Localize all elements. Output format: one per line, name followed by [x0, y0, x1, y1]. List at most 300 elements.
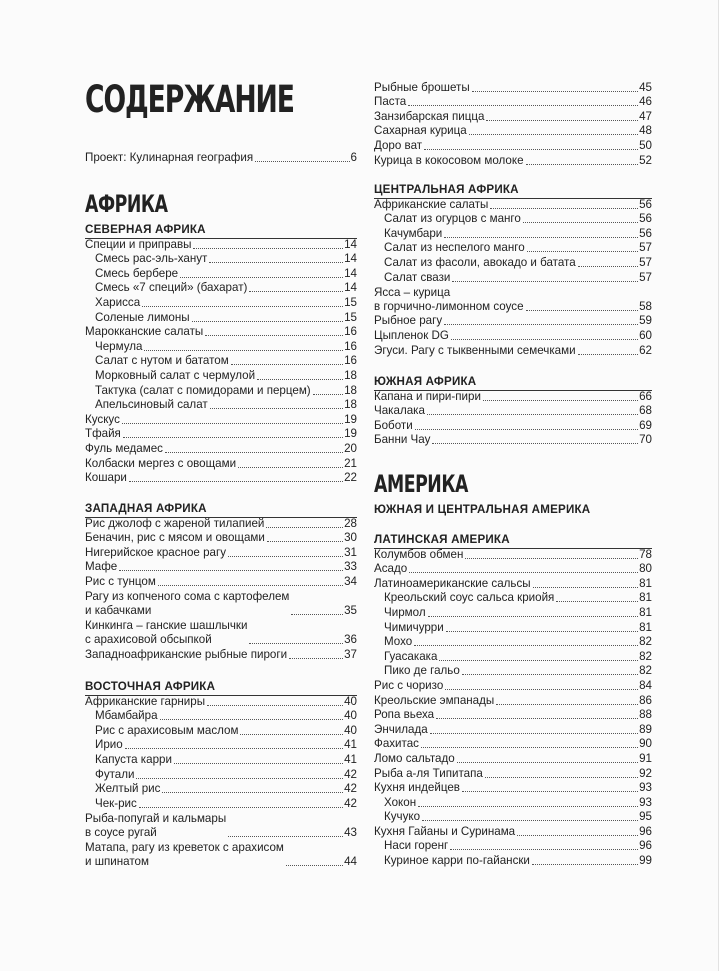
- leader-dots: [517, 834, 638, 836]
- entry-title: Занзибарская пицца: [374, 109, 485, 123]
- leader-dots: [428, 615, 639, 617]
- entry-page: 18: [344, 398, 357, 412]
- toc-entry[interactable]: [374, 576, 652, 591]
- toc-entry[interactable]: [374, 737, 652, 752]
- toc-entry[interactable]: [374, 109, 652, 124]
- entry-page: 43: [344, 825, 357, 839]
- section-title: ЗАПАДНАЯ АФРИКА: [85, 501, 357, 518]
- section-title: ЮЖНАЯ И ЦЕНТРАЛЬНАЯ АМЕРИКА: [374, 503, 591, 516]
- toc-subentry[interactable]: [85, 723, 357, 738]
- toc-entry[interactable]: [374, 547, 652, 562]
- toc-subentry[interactable]: [374, 795, 652, 810]
- entry-title: Марокканские салаты: [85, 325, 204, 339]
- entry-page: 81: [639, 576, 652, 590]
- entry-title: Мафе: [85, 560, 118, 574]
- toc-subentry[interactable]: [374, 620, 652, 635]
- entries-north-africa: [85, 237, 357, 485]
- toc-entry[interactable]: [85, 560, 357, 575]
- leader-dots: [228, 835, 343, 837]
- entry-title: Кинкинга – ганские шашлычки с арахисовой обсыпкой: [85, 619, 248, 647]
- leader-dots: [532, 863, 638, 865]
- entry-page: 57: [639, 255, 652, 269]
- leader-dots: [267, 540, 343, 542]
- leader-dots: [526, 309, 639, 311]
- leader-dots: [313, 393, 343, 395]
- entry-page: 96: [639, 824, 652, 838]
- entry-title: Эгуси. Рагу с тыквенными семечками: [374, 343, 576, 357]
- entry-page: 52: [639, 153, 652, 167]
- toc-entry[interactable]: [374, 285, 652, 314]
- toc-subentry[interactable]: [85, 266, 357, 281]
- entry-page: 99: [639, 854, 652, 868]
- leader-dots: [289, 657, 343, 659]
- leader-dots: [430, 732, 638, 734]
- leader-dots: [427, 413, 638, 415]
- entry-title: Доро ват: [374, 138, 423, 152]
- toc-entry[interactable]: [374, 766, 652, 781]
- leader-dots: [421, 746, 638, 748]
- toc-entry[interactable]: [85, 811, 357, 840]
- entry-page: 16: [344, 325, 357, 339]
- toc-entry[interactable]: [85, 545, 357, 560]
- entry-title: Мбамбайра: [95, 709, 158, 723]
- entry-page: 41: [344, 738, 357, 752]
- leader-dots: [462, 790, 638, 792]
- leader-dots: [240, 733, 343, 735]
- entry-page: 80: [639, 562, 652, 576]
- toc-entry[interactable]: [374, 824, 652, 839]
- toc-subentry[interactable]: [374, 591, 652, 606]
- entry-title: Креольские эмпанады: [374, 693, 495, 707]
- entry-title: Капана и пири-пири: [374, 389, 481, 403]
- leader-dots: [527, 250, 638, 252]
- entry-title: Рыбные брошеты: [374, 80, 470, 94]
- entry-page: 30: [344, 531, 357, 545]
- entry-page: 57: [639, 241, 652, 255]
- leader-dots: [231, 363, 343, 365]
- toc-entry[interactable]: [85, 531, 357, 546]
- entry-page: 93: [639, 781, 652, 795]
- entry-title: Рис с арахисовым маслом: [95, 723, 239, 737]
- leader-dots: [578, 353, 639, 355]
- entry-title: Чирмол: [384, 605, 426, 619]
- toc-subentry[interactable]: [85, 796, 357, 811]
- toc-entry[interactable]: [374, 124, 652, 139]
- entries-east-africa-continued: [374, 80, 652, 168]
- entry-page: 58: [639, 299, 652, 313]
- toc-subentry[interactable]: [374, 241, 652, 256]
- leader-dots: [144, 349, 343, 351]
- entry-title: Морковный салат с чермулой: [95, 368, 256, 382]
- toc-entry[interactable]: [374, 95, 652, 110]
- entry-title: Нигерийское красное рагу: [85, 545, 226, 559]
- entry-page: 82: [639, 635, 652, 649]
- entry-page: 14: [344, 237, 357, 251]
- toc-entry[interactable]: [374, 314, 652, 329]
- entry-page: 56: [639, 197, 652, 211]
- entry-title: Салат из неспелого манго: [384, 241, 525, 255]
- leader-dots: [205, 334, 343, 336]
- entry-page: 59: [639, 314, 652, 328]
- entry-page: 93: [639, 795, 652, 809]
- toc-subentry[interactable]: [374, 649, 652, 664]
- entry-title: Колбаски мергез с овощами: [85, 456, 237, 470]
- entry-title: Смесь рас-эль-ханут: [95, 252, 208, 266]
- entry-title: Рыба а-ля Типитапа: [374, 766, 483, 780]
- toc-subentry[interactable]: [85, 782, 357, 797]
- entries-east-africa: [85, 694, 357, 869]
- entry-page: 37: [344, 647, 357, 661]
- entry-title: Проект: Кулинарная география: [85, 150, 254, 164]
- toc-subentry[interactable]: [85, 767, 357, 782]
- leader-dots: [439, 659, 638, 661]
- entry-page: 40: [344, 723, 357, 737]
- entry-page: 18: [344, 383, 357, 397]
- leader-dots: [210, 407, 343, 409]
- entry-page: 14: [344, 266, 357, 280]
- toc-subentry[interactable]: [85, 354, 357, 369]
- entry-page: 21: [344, 456, 357, 470]
- entry-page: 42: [344, 796, 357, 810]
- leader-dots: [414, 644, 638, 646]
- leader-dots: [408, 104, 638, 106]
- section-south-central-america: [374, 502, 652, 518]
- leader-dots: [119, 569, 343, 571]
- leader-dots: [139, 806, 343, 808]
- section-title: ВОСТОЧНАЯ АФРИКА: [85, 679, 357, 696]
- entry-title: Салат из огурцов с манго: [384, 212, 521, 226]
- leader-dots: [123, 436, 343, 438]
- toc-entry[interactable]: [374, 328, 652, 343]
- entries-latin-america: [374, 547, 652, 868]
- toc-entry[interactable]: [85, 618, 357, 647]
- entry-title: Сахарная курица: [374, 124, 467, 138]
- toc-entry[interactable]: [85, 589, 357, 618]
- entry-page: 18: [344, 368, 357, 382]
- toc-subentry[interactable]: [85, 295, 357, 310]
- toc-entry[interactable]: [374, 678, 652, 693]
- entry-title: Футали: [95, 767, 135, 781]
- entry-page: 34: [344, 574, 357, 588]
- toc-entry[interactable]: [374, 781, 652, 796]
- toc-subentry[interactable]: [374, 853, 652, 868]
- toc-subentry[interactable]: [374, 605, 652, 620]
- toc-subentry[interactable]: [85, 368, 357, 383]
- toc-entry[interactable]: [374, 343, 652, 358]
- leader-dots: [174, 762, 343, 764]
- entries-west-africa: [85, 516, 357, 662]
- entry-title: Рис джолоф с жареной тилапией: [85, 516, 265, 530]
- entry-page: 45: [639, 80, 652, 94]
- leader-dots: [160, 718, 344, 720]
- toc-entry[interactable]: [374, 404, 652, 419]
- leader-dots: [415, 428, 638, 430]
- toc-entry[interactable]: [374, 418, 652, 433]
- entry-title: Кошари: [85, 471, 127, 485]
- entry-page: 35: [344, 604, 357, 618]
- entry-page: 95: [639, 810, 652, 824]
- toc-subentry[interactable]: [85, 398, 357, 413]
- entry-title: Паста: [374, 95, 407, 109]
- entry-title: Рис с тунцом: [85, 574, 156, 588]
- entry-title: Наси горенг: [384, 839, 449, 853]
- toc-entry[interactable]: [85, 427, 357, 442]
- leader-dots: [444, 236, 638, 238]
- leader-dots: [238, 466, 343, 468]
- leader-dots: [578, 265, 638, 267]
- leader-dots: [255, 160, 349, 162]
- toc-subentry[interactable]: [374, 810, 652, 825]
- entry-title: Качумбари: [384, 226, 443, 240]
- leader-dots: [424, 148, 638, 150]
- entry-title: Африканские салаты: [374, 197, 489, 211]
- leader-dots: [465, 557, 638, 559]
- leader-dots: [472, 90, 638, 92]
- toc-entry[interactable]: [374, 80, 652, 95]
- entry-title: Фахитас: [374, 737, 419, 751]
- entry-page: 66: [639, 389, 652, 403]
- toc-subentry[interactable]: [374, 270, 652, 285]
- entry-title: Матапа, рагу из креветок с арахисом и шпинатом: [85, 841, 284, 869]
- entry-page: 40: [344, 709, 357, 723]
- entry-title: Мохо: [384, 635, 413, 649]
- leader-dots: [228, 555, 343, 557]
- entry-page: 62: [639, 343, 652, 357]
- entry-title: Чек-рис: [95, 796, 137, 810]
- entry-title: Цыпленок DG: [374, 328, 449, 342]
- entry-page: 42: [344, 782, 357, 796]
- entry-page: 69: [639, 418, 652, 432]
- entry-page: 14: [344, 252, 357, 266]
- toc-entry[interactable]: [374, 708, 652, 723]
- entry-page: 82: [639, 649, 652, 663]
- leader-dots: [422, 819, 638, 821]
- entry-title: Салат с нутом и бататом: [95, 354, 229, 368]
- entry-page: 28: [344, 516, 357, 530]
- leader-dots: [469, 133, 638, 135]
- toc-subentry[interactable]: [85, 709, 357, 724]
- entry-title: Креольский соус сальса криойя: [384, 591, 555, 605]
- leader-dots: [409, 571, 638, 573]
- page-title: СОДЕРЖАНИЕ: [85, 78, 294, 121]
- leader-dots: [180, 276, 343, 278]
- entry-page: 19: [344, 427, 357, 441]
- leader-dots: [257, 378, 343, 380]
- toc-subentry[interactable]: [85, 383, 357, 398]
- entry-title: Ирио: [95, 738, 123, 752]
- leader-dots: [432, 442, 638, 444]
- entry-page: 47: [639, 109, 652, 123]
- toc-entry[interactable]: [374, 562, 652, 577]
- leader-dots: [490, 207, 638, 209]
- entry-page: 50: [639, 138, 652, 152]
- toc-entry[interactable]: [374, 751, 652, 766]
- section-title: ЦЕНТРАЛЬНАЯ АФРИКА: [374, 182, 652, 199]
- leader-dots: [436, 717, 638, 719]
- entry-page: 22: [344, 471, 357, 485]
- section-title: ЛАТИНСКАЯ АМЕРИКА: [374, 532, 652, 549]
- toc-subentry[interactable]: [85, 752, 357, 767]
- toc-subentry[interactable]: [374, 635, 652, 650]
- toc-entry[interactable]: [374, 389, 652, 404]
- leader-dots: [142, 305, 343, 307]
- entry-page: 31: [344, 545, 357, 559]
- entry-page: 20: [344, 441, 357, 455]
- entry-title: Рагу из копченого сома с картофелем и кабачками: [85, 590, 290, 618]
- leader-dots: [523, 221, 638, 223]
- toc-entry[interactable]: [374, 693, 652, 708]
- leader-dots: [485, 776, 638, 778]
- entry-page: 86: [639, 693, 652, 707]
- toc-entry[interactable]: [85, 471, 357, 486]
- entry-page: 56: [639, 226, 652, 240]
- entry-title: Кучуко: [384, 810, 421, 824]
- toc-entry[interactable]: [85, 647, 357, 662]
- entry-title: Капуста карри: [95, 752, 172, 766]
- toc-entry[interactable]: [85, 237, 357, 252]
- entry-title: Харисса: [95, 295, 141, 309]
- leader-dots: [249, 642, 343, 644]
- toc-entry[interactable]: [374, 433, 652, 448]
- toc-entry[interactable]: [85, 694, 357, 709]
- region-title-america: АМЕРИКА: [374, 470, 468, 498]
- entry-page: 16: [344, 354, 357, 368]
- entry-title: Банни Чау: [374, 433, 431, 447]
- entry-title: Фуль медамес: [85, 441, 163, 455]
- entry-title: Ропа вьеха: [374, 708, 435, 722]
- entry-title: Гуасакака: [384, 649, 438, 663]
- entry-title: Салат из фасоли, авокадо и батата: [384, 255, 576, 269]
- entry-title: Чимичурри: [384, 620, 444, 634]
- entry-page: 81: [639, 605, 652, 619]
- toc-subentry[interactable]: [85, 281, 357, 296]
- entry-title: Беначин, рис с мясом и овощами: [85, 531, 265, 545]
- toc-entry[interactable]: [374, 153, 652, 168]
- entry-title: Рыба-попугай и кальмары в соусе ругай: [85, 811, 227, 839]
- leader-dots: [286, 864, 343, 866]
- entry-page: 88: [639, 708, 652, 722]
- entry-title: Африканские гарниры: [85, 694, 206, 708]
- entry-title: Тактука (салат с помидорами и перцем): [95, 383, 311, 397]
- toc-entry[interactable]: [85, 516, 357, 531]
- leader-dots: [136, 777, 343, 779]
- entry-page: 36: [344, 633, 357, 647]
- entry-title: Кускус: [85, 412, 120, 426]
- leader-dots: [526, 163, 639, 165]
- entry-title: Ясса – курица в горчично-лимонном соусе: [374, 285, 524, 313]
- leader-dots: [122, 422, 343, 424]
- toc-subentry[interactable]: [374, 212, 652, 227]
- toc-entry[interactable]: [85, 456, 357, 471]
- entry-page: 81: [639, 620, 652, 634]
- toc-entry[interactable]: [85, 574, 357, 589]
- leader-dots: [533, 586, 638, 588]
- leader-dots: [451, 338, 638, 340]
- leader-dots: [452, 280, 638, 282]
- entry-page: 41: [344, 752, 357, 766]
- toc-subentry[interactable]: [374, 255, 652, 270]
- entry-title: Рис с чоризо: [374, 678, 444, 692]
- entry-page: 48: [639, 124, 652, 138]
- entry-page: 15: [344, 310, 357, 324]
- leader-dots: [450, 848, 638, 850]
- leader-dots: [165, 451, 343, 453]
- entry-page: 84: [639, 678, 652, 692]
- entry-title: Апельсиновый салат: [95, 398, 208, 412]
- leader-dots: [125, 747, 343, 749]
- leader-dots: [158, 584, 343, 586]
- toc-entry[interactable]: [374, 138, 652, 153]
- entry-page: 46: [639, 95, 652, 109]
- entry-page: 33: [344, 560, 357, 574]
- leader-dots: [207, 704, 343, 706]
- entry-title: Боботи: [374, 418, 413, 432]
- leader-dots: [486, 119, 638, 121]
- entry-title: Асадо: [374, 562, 408, 576]
- entry-page: 57: [639, 270, 652, 284]
- entry-title: Кухня Гайаны и Суринама: [374, 824, 516, 838]
- leader-dots: [249, 290, 343, 292]
- entry-title: Чакалака: [374, 404, 425, 418]
- toc-subentry[interactable]: [85, 738, 357, 753]
- entry-title: Смесь «7 специй» (бахарат): [95, 281, 248, 295]
- entry-title: Ломо сальтадо: [374, 751, 455, 765]
- toc-entry[interactable]: [374, 197, 652, 212]
- toc-subentry[interactable]: [374, 839, 652, 854]
- entry-page: 19: [344, 412, 357, 426]
- entry-title: Соленые лимоны: [95, 310, 190, 324]
- entry-page: 91: [639, 751, 652, 765]
- leader-dots: [446, 630, 638, 632]
- toc-entry[interactable]: [85, 325, 357, 340]
- leader-dots: [483, 399, 638, 401]
- leader-dots: [444, 323, 638, 325]
- entry-page: 14: [344, 281, 357, 295]
- leader-dots: [556, 600, 638, 602]
- entry-title: Западноафриканские рыбные пироги: [85, 647, 288, 661]
- entry-page: 70: [639, 433, 652, 447]
- toc-subentry[interactable]: [85, 310, 357, 325]
- entry-title: Смесь бербере: [95, 266, 179, 280]
- toc-entry[interactable]: [374, 722, 652, 737]
- toc-entry[interactable]: [85, 840, 357, 869]
- entry-page: 68: [639, 404, 652, 418]
- toc-subentry[interactable]: [85, 252, 357, 267]
- leader-dots: [162, 791, 343, 793]
- entry-title: Колумбов обмен: [374, 547, 464, 561]
- entry-title: Латиноамериканские сальсы: [374, 576, 531, 590]
- toc-entry[interactable]: [85, 150, 357, 165]
- entry-page: 92: [639, 766, 652, 780]
- toc-entry[interactable]: [85, 441, 357, 456]
- entry-page: 78: [639, 547, 652, 561]
- entry-page: 89: [639, 722, 652, 736]
- entry-page: 16: [344, 339, 357, 353]
- toc-subentry[interactable]: [85, 339, 357, 354]
- entry-title: Энчилада: [374, 722, 428, 736]
- leader-dots: [418, 805, 638, 807]
- toc-subentry[interactable]: [374, 664, 652, 679]
- entry-title: Курица в кокосовом молоке: [374, 153, 524, 167]
- leader-dots: [291, 613, 343, 615]
- entry-page: 82: [639, 664, 652, 678]
- section-title: ЮЖНАЯ АФРИКА: [374, 374, 652, 391]
- entry-page: 90: [639, 737, 652, 751]
- toc-subentry[interactable]: [374, 226, 652, 241]
- entry-title: Специи и приправы: [85, 237, 192, 251]
- toc-entry[interactable]: [85, 412, 357, 427]
- entry-page: 96: [639, 839, 652, 853]
